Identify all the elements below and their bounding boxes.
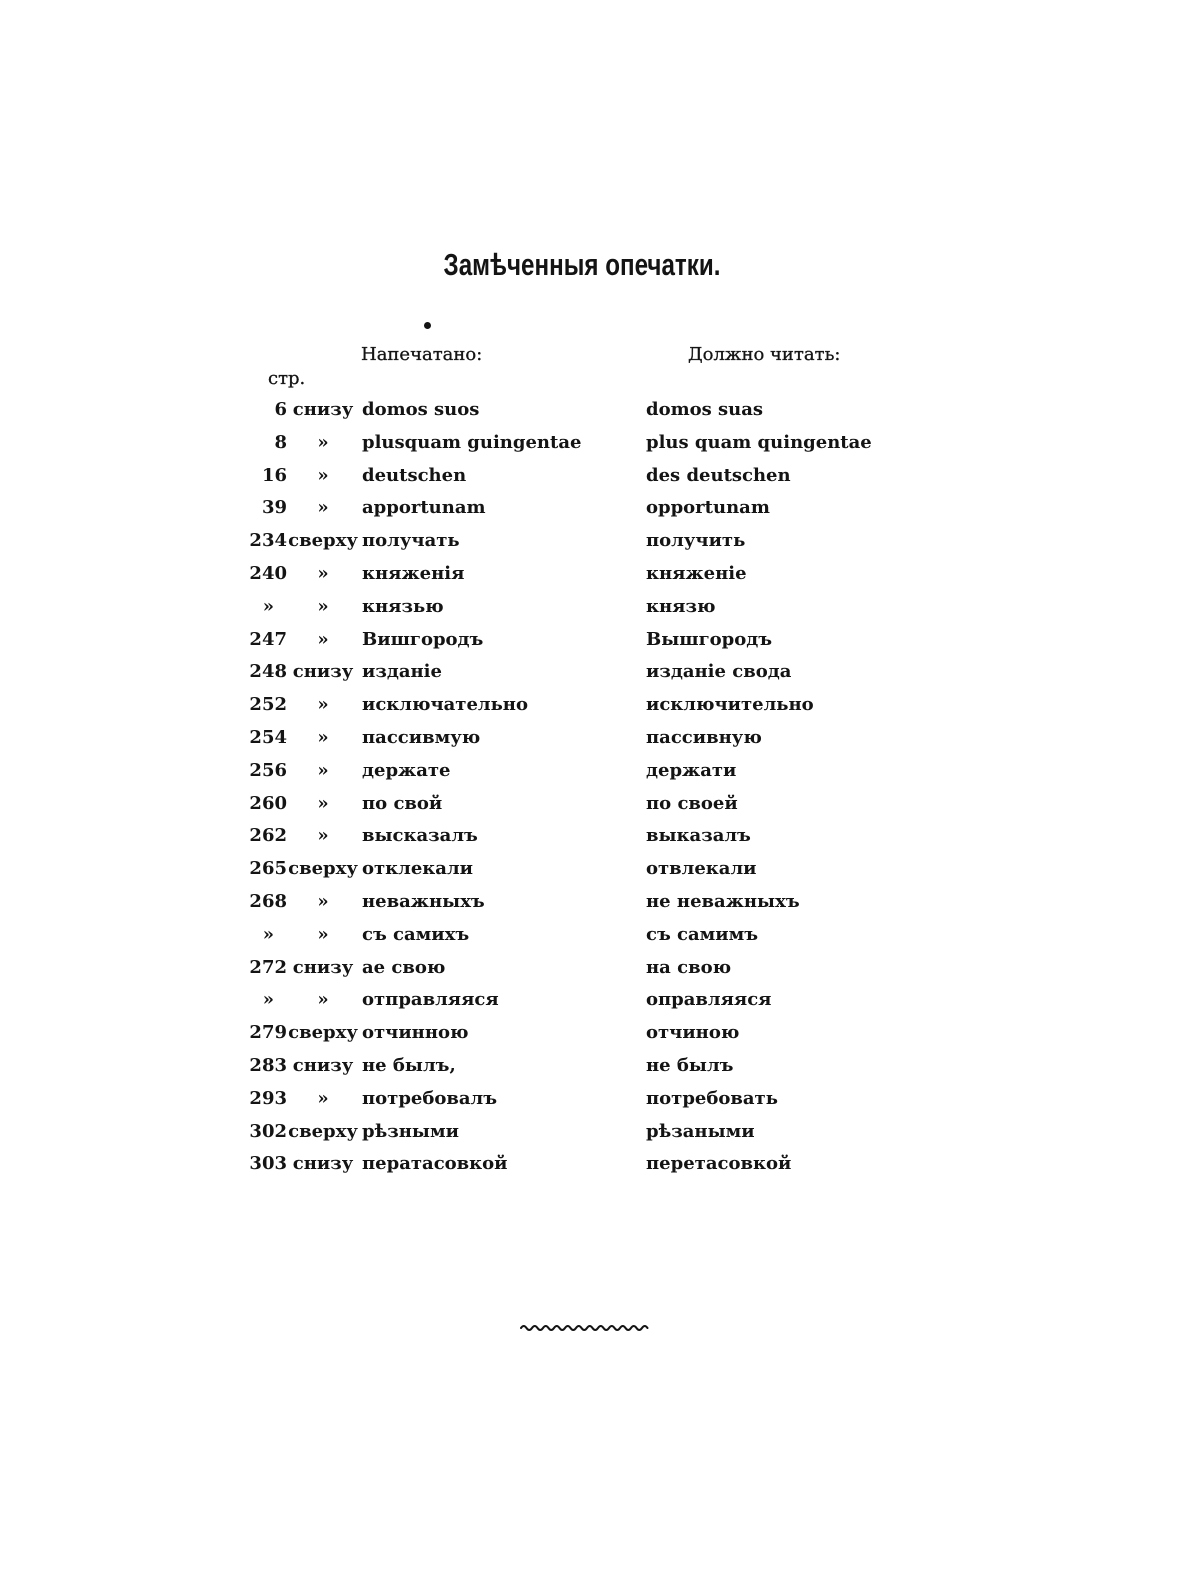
page-number: 256 — [249, 759, 287, 781]
correct-text: держати — [646, 759, 737, 781]
page-number: 234 — [249, 530, 287, 552]
errata-row — [0, 722, 1191, 755]
line-position: » — [317, 464, 329, 486]
page-number: 240 — [249, 562, 287, 584]
correct-text: князю — [646, 595, 716, 617]
errata-row — [0, 427, 1191, 460]
line-position: » — [317, 825, 329, 847]
correct-text: оправляяся — [646, 989, 772, 1011]
printed-text: по свой — [362, 792, 443, 814]
printed-text: съ самихъ — [362, 923, 470, 945]
page-number: » — [262, 989, 274, 1011]
errata-row — [0, 853, 1191, 886]
printed-text: князью — [362, 595, 444, 617]
errata-row — [0, 558, 1191, 591]
page-column-header: стр. — [268, 368, 306, 389]
line-position: сверху — [288, 530, 358, 552]
errata-row — [0, 984, 1191, 1017]
correct-text: Вышгородъ — [646, 628, 773, 650]
line-position: снизу — [292, 956, 354, 978]
correct-text: на свою — [646, 956, 732, 978]
page-number: 262 — [249, 825, 287, 847]
correct-text: получить — [646, 530, 746, 552]
correct-text: рѣзаными — [646, 1120, 755, 1142]
errata-row — [0, 591, 1191, 624]
line-position: » — [317, 628, 329, 650]
page-number: 254 — [249, 726, 287, 748]
correct-text: отчиною — [646, 1022, 740, 1044]
wavy-rule-ornament — [518, 1320, 652, 1336]
printed-text: держате — [362, 759, 451, 781]
printed-text: отправляяся — [362, 989, 499, 1011]
correct-text: opportunam — [646, 497, 770, 519]
correct-text: исключительно — [646, 694, 814, 716]
page-number: 283 — [249, 1054, 287, 1076]
correct-text: отвлекали — [646, 858, 757, 880]
correct-text: княженіе — [646, 562, 747, 584]
errata-row — [0, 755, 1191, 788]
errata-row — [0, 394, 1191, 427]
correct-text: не былъ — [646, 1054, 734, 1076]
page-number: 268 — [249, 890, 287, 912]
line-position: » — [317, 562, 329, 584]
errata-row — [0, 1148, 1191, 1181]
errata-row — [0, 1116, 1191, 1149]
printed-text: получать — [362, 530, 460, 552]
printed-text: пeратасовкой — [362, 1153, 508, 1175]
line-position: снизу — [292, 1054, 354, 1076]
line-position: » — [317, 595, 329, 617]
printed-text: отчинною — [362, 1022, 469, 1044]
printed-text: изданіе — [362, 661, 442, 683]
printed-text: отклекали — [362, 858, 474, 880]
printed-text: apportunam — [362, 497, 486, 519]
page-number: 6 — [274, 399, 287, 420]
errata-row — [0, 656, 1191, 689]
page-number: 247 — [249, 628, 287, 650]
correct-text: domos suas — [646, 399, 764, 420]
correct-text: plus quam quingentae — [646, 431, 872, 453]
printed-column-header: Напечатано: — [361, 344, 483, 365]
printed-text: domos suos — [362, 399, 480, 420]
printed-text: неважныхъ — [362, 890, 485, 912]
errata-row — [0, 689, 1191, 722]
line-position: » — [317, 759, 329, 781]
printed-text: рѣзными — [362, 1120, 459, 1142]
errata-row — [0, 525, 1191, 558]
line-position: сверху — [288, 1022, 358, 1044]
correct-text: изданіе свода — [646, 661, 792, 683]
page-number: 8 — [274, 431, 287, 453]
errata-row — [0, 919, 1191, 952]
errata-row — [0, 952, 1191, 985]
errata-row — [0, 624, 1191, 657]
errata-row — [0, 1017, 1191, 1050]
errata-row — [0, 886, 1191, 919]
page-number: 279 — [249, 1022, 287, 1044]
line-position: сверху — [288, 1120, 358, 1142]
printed-text: высказалъ — [362, 825, 478, 847]
errata-row — [0, 1050, 1191, 1083]
page-number: 260 — [249, 792, 287, 814]
printed-text: Вишгородъ — [362, 628, 484, 650]
page-number: 16 — [261, 464, 287, 486]
correct-column-header: Должно читать: — [688, 344, 841, 365]
correct-text: des deutschen — [646, 464, 791, 486]
page-number: 303 — [249, 1153, 287, 1175]
line-position: » — [317, 923, 329, 945]
line-position: сверху — [288, 858, 358, 880]
printed-text: ае свою — [362, 956, 446, 978]
page-number: 302 — [249, 1120, 287, 1142]
correct-text: потребовать — [646, 1087, 778, 1109]
printed-text: deutschen — [362, 464, 467, 486]
errata-row — [0, 820, 1191, 853]
errata-row — [0, 460, 1191, 493]
page-number: 39 — [261, 497, 287, 519]
page-number: 252 — [249, 694, 287, 716]
printed-text: не былъ, — [362, 1054, 456, 1076]
page-number: 248 — [249, 661, 287, 683]
errata-row — [0, 1083, 1191, 1116]
errata-row — [0, 788, 1191, 821]
line-position: снизу — [292, 661, 354, 683]
line-position: снизу — [292, 399, 354, 420]
correct-text: перетасовкой — [646, 1153, 792, 1175]
printed-text: потребовалъ — [362, 1087, 498, 1109]
page-title: Замѣченныя опечатки. — [443, 247, 721, 282]
line-position: » — [317, 497, 329, 519]
correct-text: не неважныхъ — [646, 890, 800, 912]
printed-text: княженія — [362, 562, 465, 584]
line-position: » — [317, 989, 329, 1011]
line-position: » — [317, 1087, 329, 1109]
printed-text: plusquam guingentae — [362, 431, 582, 453]
line-position: » — [317, 890, 329, 912]
page-number: 293 — [249, 1087, 287, 1109]
line-position: » — [317, 694, 329, 716]
page-number: 272 — [249, 956, 287, 978]
correct-text: выказалъ — [646, 825, 751, 847]
line-position: » — [317, 792, 329, 814]
line-position: снизу — [292, 1153, 354, 1175]
correct-text: по своей — [646, 792, 738, 814]
page-number: » — [262, 923, 274, 945]
errata-list — [0, 394, 1191, 1181]
page-number: » — [262, 595, 274, 617]
line-position: » — [317, 431, 329, 453]
line-position: » — [317, 726, 329, 748]
correct-text: съ самимъ — [646, 923, 759, 945]
printed-text: пассивмую — [362, 726, 481, 748]
printed-text: исключательно — [362, 694, 528, 716]
ink-dot — [424, 322, 431, 329]
correct-text: пассивную — [646, 726, 762, 748]
errata-row — [0, 492, 1191, 525]
page-number: 265 — [249, 858, 287, 880]
